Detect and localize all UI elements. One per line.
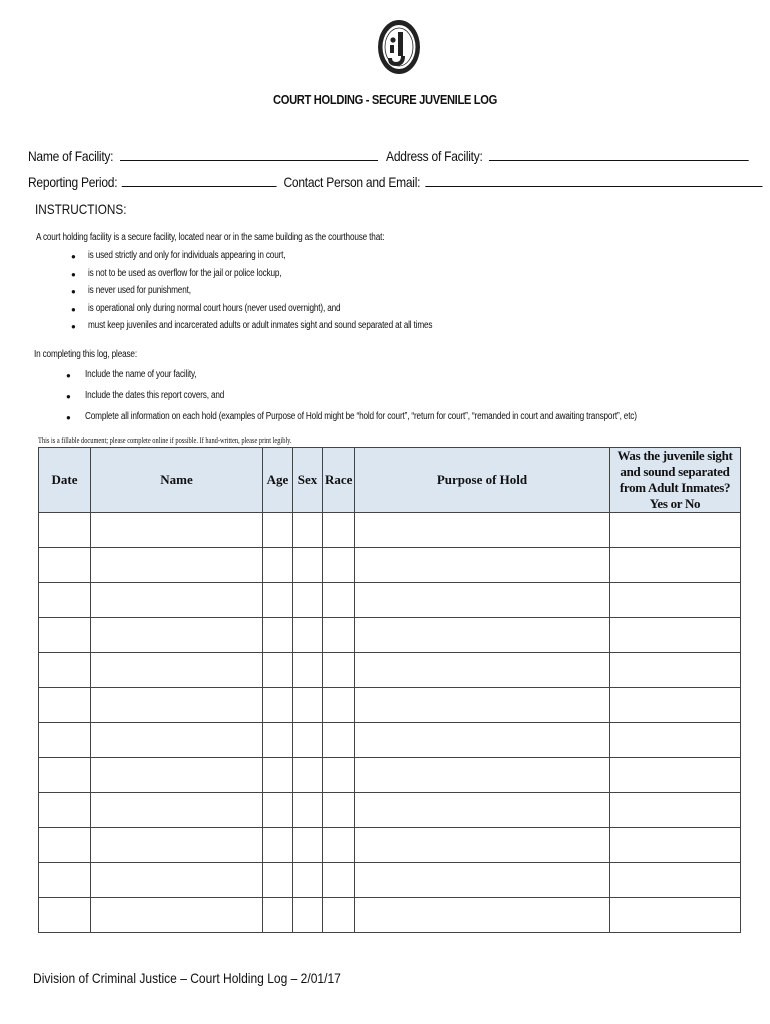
purpose-cell[interactable]: [355, 548, 610, 583]
footer-text: Division of Criminal Justice – Court Holding Log – 2/01/17: [33, 970, 341, 986]
name-cell[interactable]: [91, 758, 263, 793]
contact-person-label: Contact Person and Email:: [283, 174, 421, 190]
fillable-note: This is a fillable document; please complete online if possible. If hand-written, please print legibly.: [38, 436, 292, 445]
race-cell[interactable]: [323, 828, 355, 863]
race-cell[interactable]: [323, 618, 355, 653]
name-cell[interactable]: [91, 653, 263, 688]
separated-cell[interactable]: [610, 513, 741, 548]
purpose-cell[interactable]: [355, 653, 610, 688]
date-cell[interactable]: [39, 828, 91, 863]
name-cell[interactable]: [91, 828, 263, 863]
date-cell[interactable]: [39, 513, 91, 548]
purpose-cell[interactable]: [355, 583, 610, 618]
age-cell[interactable]: [263, 653, 293, 688]
table-row: [39, 618, 741, 653]
name-of-facility-label: Name of Facility:: [28, 148, 114, 164]
page-title: COURT HOLDING - SECURE JUVENILE LOG: [272, 92, 498, 107]
sex-cell[interactable]: [293, 548, 323, 583]
column-header-age: Age: [263, 448, 293, 513]
race-cell[interactable]: [323, 688, 355, 723]
name-cell[interactable]: [91, 863, 263, 898]
purpose-cell[interactable]: [355, 828, 610, 863]
date-cell[interactable]: [39, 723, 91, 758]
separated-cell[interactable]: [610, 758, 741, 793]
purpose-cell[interactable]: [355, 618, 610, 653]
column-header-purpose: Purpose of Hold: [355, 448, 610, 513]
table-body: [39, 513, 741, 933]
separated-cell[interactable]: [610, 898, 741, 933]
name-of-facility-field[interactable]: [120, 146, 378, 161]
seal-logo: [377, 18, 421, 76]
race-cell[interactable]: [323, 653, 355, 688]
separated-cell[interactable]: [610, 583, 741, 618]
name-cell[interactable]: [91, 898, 263, 933]
name-cell[interactable]: [91, 548, 263, 583]
date-cell[interactable]: [39, 548, 91, 583]
table-row: [39, 828, 741, 863]
sex-cell[interactable]: [293, 793, 323, 828]
hold-log-table: [38, 447, 741, 933]
age-cell[interactable]: [263, 793, 293, 828]
table-row: [39, 513, 741, 548]
purpose-cell[interactable]: [355, 688, 610, 723]
date-cell[interactable]: [39, 653, 91, 688]
name-cell[interactable]: [91, 618, 263, 653]
name-cell[interactable]: [91, 583, 263, 618]
separated-cell[interactable]: [610, 688, 741, 723]
race-cell[interactable]: [323, 793, 355, 828]
table-row: [39, 653, 741, 688]
purpose-cell[interactable]: [355, 513, 610, 548]
table-row: [39, 688, 741, 723]
separated-cell[interactable]: [610, 828, 741, 863]
name-cell[interactable]: [91, 688, 263, 723]
separated-cell[interactable]: [610, 653, 741, 688]
age-cell[interactable]: [263, 723, 293, 758]
race-cell[interactable]: [323, 583, 355, 618]
sex-cell[interactable]: [293, 583, 323, 618]
table-row: [39, 898, 741, 933]
purpose-cell[interactable]: [355, 863, 610, 898]
column-header-sex: Sex: [293, 448, 323, 513]
table-header-row: [39, 448, 741, 513]
table-row: [39, 863, 741, 898]
reporting-period-field[interactable]: [122, 172, 277, 187]
date-cell[interactable]: [39, 863, 91, 898]
age-cell[interactable]: [263, 583, 293, 618]
completing-intro: In completing this log, please:: [34, 349, 137, 360]
date-cell[interactable]: [39, 793, 91, 828]
purpose-cell[interactable]: [355, 898, 610, 933]
sex-cell[interactable]: [293, 828, 323, 863]
separated-cell[interactable]: [610, 723, 741, 758]
separated-cell[interactable]: [610, 863, 741, 898]
sex-cell[interactable]: [293, 618, 323, 653]
instructions-intro: A court holding facility is a secure facility, located near or in the same building as the courthouse that:: [36, 232, 385, 243]
race-cell[interactable]: [323, 863, 355, 898]
facility-row: [28, 146, 749, 164]
table-row: [39, 758, 741, 793]
purpose-cell[interactable]: [355, 758, 610, 793]
instructions-heading: INSTRUCTIONS:: [35, 201, 127, 217]
reporting-row: [28, 172, 762, 190]
contact-person-field[interactable]: [425, 172, 762, 187]
race-cell[interactable]: [323, 758, 355, 793]
table-row: [39, 793, 741, 828]
separated-cell[interactable]: [610, 618, 741, 653]
sex-cell[interactable]: [293, 723, 323, 758]
sex-cell[interactable]: [293, 513, 323, 548]
separated-cell[interactable]: [610, 793, 741, 828]
name-cell[interactable]: [91, 723, 263, 758]
sex-cell[interactable]: [293, 863, 323, 898]
address-of-facility-label: Address of Facility:: [386, 148, 483, 164]
column-header-date: Date: [39, 448, 91, 513]
race-cell[interactable]: [323, 898, 355, 933]
sex-cell[interactable]: [293, 688, 323, 723]
reporting-period-label: Reporting Period:: [28, 174, 118, 190]
race-cell[interactable]: [323, 723, 355, 758]
age-cell[interactable]: [263, 548, 293, 583]
race-cell[interactable]: [323, 513, 355, 548]
age-cell[interactable]: [263, 898, 293, 933]
address-of-facility-field[interactable]: [489, 146, 749, 161]
age-cell[interactable]: [263, 758, 293, 793]
purpose-cell[interactable]: [355, 793, 610, 828]
table-row: [39, 723, 741, 758]
date-cell[interactable]: [39, 898, 91, 933]
column-header-race: Race: [323, 448, 355, 513]
sex-cell[interactable]: [293, 898, 323, 933]
name-cell[interactable]: [91, 513, 263, 548]
purpose-cell[interactable]: [355, 723, 610, 758]
age-cell[interactable]: [263, 688, 293, 723]
race-cell[interactable]: [323, 548, 355, 583]
column-header-separated: Was the juvenile sight and sound separated from Adult Inmates? Yes or No: [610, 448, 741, 513]
name-cell[interactable]: [91, 793, 263, 828]
age-cell[interactable]: [263, 513, 293, 548]
column-header-name: Name: [91, 448, 263, 513]
table-row: [39, 583, 741, 618]
date-cell[interactable]: [39, 758, 91, 793]
separated-cell[interactable]: [610, 548, 741, 583]
age-cell[interactable]: [263, 863, 293, 898]
date-cell[interactable]: [39, 618, 91, 653]
age-cell[interactable]: [263, 618, 293, 653]
date-cell[interactable]: [39, 688, 91, 723]
sex-cell[interactable]: [293, 653, 323, 688]
table-row: [39, 548, 741, 583]
date-cell[interactable]: [39, 583, 91, 618]
age-cell[interactable]: [263, 828, 293, 863]
sex-cell[interactable]: [293, 758, 323, 793]
